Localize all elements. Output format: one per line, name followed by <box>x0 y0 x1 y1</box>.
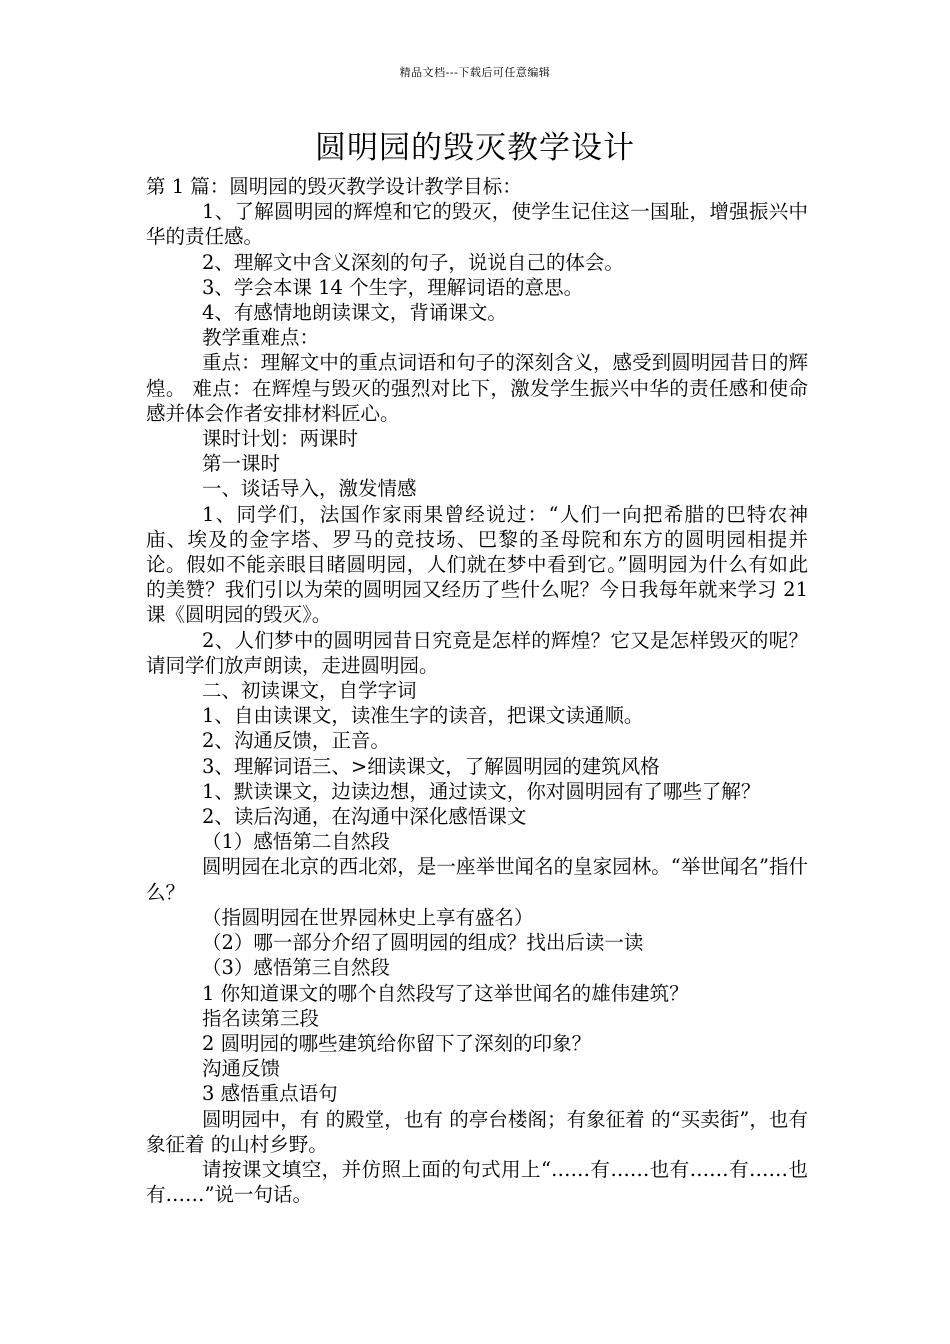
paragraph: 圆明园中，有 的殿堂，也有 的亭台楼阁；有象征着 的“买卖街”，也有象征着 的山村乡野。 <box>146 1107 808 1156</box>
paragraph: 2、理解文中含义深刻的句子，说说自己的体会。 <box>202 250 624 274</box>
paragraph: 3、学会本课 14 个生字，理解词语的意思。 <box>202 275 584 299</box>
paragraph: 1、同学们，法国作家雨果曾经说过：“人们一向把希腊的巴特农神庙、埃及的金字塔、罗马的竞技场、巴黎的圣母院和东方的圆明园相提并论。假如不能亲眼目睹圆明园，人们就在梦中看到它。”圆明园为什么有如此的美赞？我们引以为荣的圆明园又经历了些什么呢？今日我每年就来学习 21 课《圆明园的毁灭》。 <box>146 502 808 627</box>
paragraph: 1、默读课文，边读边想，通过读文，你对圆明园有了哪些了解？ <box>202 779 761 803</box>
paragraph: 请按课文填空，并仿照上面的句式用上“……有……也有……有……也有……”说一句话。 <box>146 1157 808 1207</box>
paragraph: 1 你知道课文的哪个自然段写了这举世闻名的雄伟建筑？ <box>202 981 689 1005</box>
paragraph: 重点：理解文中的重点词语和句子的深刻含义，感受到圆明园昔日的辉煌。 难点：在辉煌与毁灭的强烈对比下，激发学生振兴中华的责任感和使命感并体会作者安排材料匠心。 <box>146 351 808 425</box>
paragraph: 3 感悟重点语句 <box>202 1082 338 1106</box>
paragraph: 3、理解词语三、>细读课文，了解圆明园的建筑风格 <box>202 754 660 778</box>
paragraph: （3）感悟第三自然段 <box>202 956 390 980</box>
paragraph: 一、谈话导入，激发情感 <box>202 477 417 501</box>
paragraph: 课时计划：两课时 <box>202 427 359 451</box>
paragraph: （指圆明园在世界园林史上享有盛名） <box>202 905 534 929</box>
paragraph: 1、了解圆明园的辉煌和它的毁灭，使学生记住这一国耻，增强振兴中华的责任感。 <box>146 200 808 249</box>
paragraph: 2、沟通反馈，正音。 <box>202 729 390 753</box>
paragraph: 1、自由读课文，读准生字的读音，把课文读通顺。 <box>202 704 644 728</box>
paragraph: （2）哪一部分介绍了圆明园的组成？找出后读一读 <box>202 931 644 955</box>
paragraph: 2、读后沟通，在沟通中深化感悟课文 <box>202 805 527 829</box>
paragraph-heading: 第 1 篇：圆明园的毁灭教学设计教学目标： <box>146 175 522 198</box>
paragraph: 沟通反馈 <box>202 1057 281 1081</box>
paragraph: 二、初读课文，自学字词 <box>202 679 417 703</box>
paragraph: 指名读第三段 <box>202 1006 320 1030</box>
paragraph: （1）感悟第二自然段 <box>202 830 390 854</box>
paragraph: 2 圆明园的哪些建筑给你留下了深刻的印象？ <box>202 1031 592 1055</box>
paragraph: 教学重难点： <box>202 326 320 350</box>
paragraph: 2、人们梦中的圆明园昔日究竟是怎样的辉煌？它又是怎样毁灭的呢？请同学们放声朗读，走进圆明园。 <box>146 628 808 677</box>
paragraph: 4、有感情地朗读课文，背诵课文。 <box>202 301 507 325</box>
document-body <box>146 174 808 1207</box>
header-note: 精品文档---下载后可任意编辑 <box>399 66 551 79</box>
paragraph: 第一课时 <box>202 452 281 476</box>
document-title: 圆明园的毁灭教学设计 <box>315 130 635 166</box>
paragraph: 圆明园在北京的西北郊，是一座举世闻名的皇家园林。“举世闻名”指什么？ <box>146 855 808 904</box>
